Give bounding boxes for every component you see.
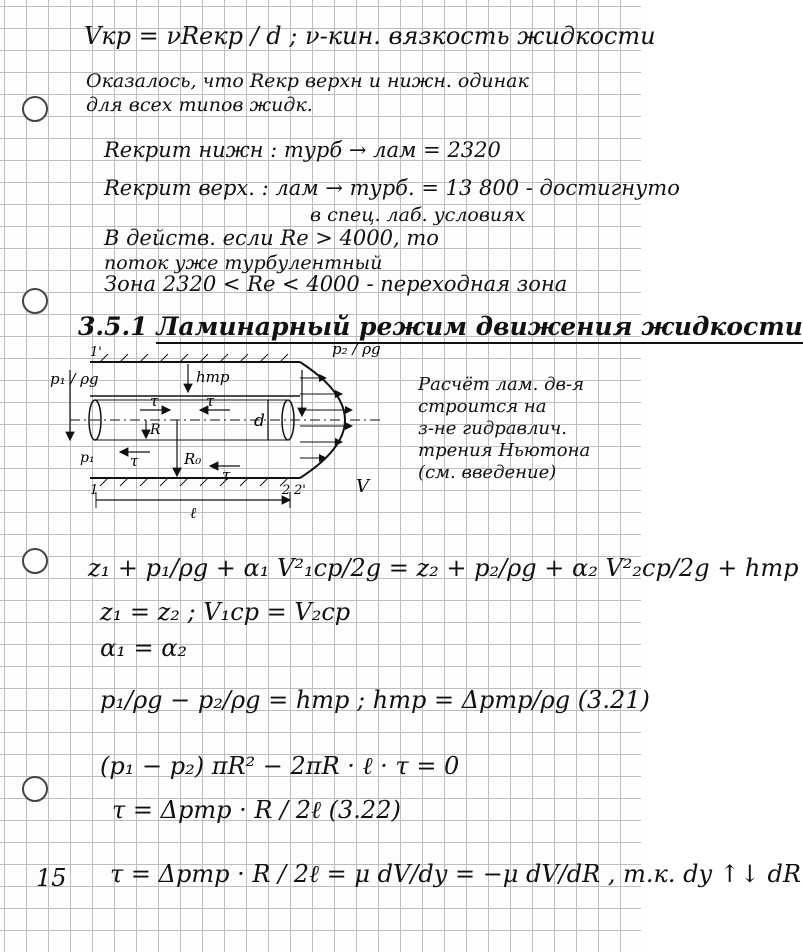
section-title: Ламинарный режим движения жидкости xyxy=(156,312,803,344)
p1-label: p₁ xyxy=(80,450,95,466)
tau-label: τ xyxy=(206,392,215,410)
re-critical-upper: Reкрит верх. : лам → турб. = 13 800 - достигнуто xyxy=(104,176,680,200)
newton-friction-equation: τ = Δpтр · R / 2ℓ = μ dV/dy = −μ dV/dR , т.к. dy ↑↓ dR xyxy=(110,860,801,888)
htr-label: hтр xyxy=(196,368,230,386)
transition-zone-note: Зона 2320 < Re < 4000 - переходная зона xyxy=(104,272,568,296)
side-note-line: трения Ньютона xyxy=(418,440,591,461)
side-note-line: строится на xyxy=(418,396,547,417)
binder-hole xyxy=(22,548,48,574)
binder-hole xyxy=(22,776,48,802)
tau-label: τ xyxy=(222,466,231,484)
binder-hole xyxy=(22,96,48,122)
equation-3-22: τ = Δpтр · R / 2ℓ (3.22) xyxy=(112,796,401,824)
r0-label: R₀ xyxy=(184,450,202,468)
laminar-flow-diagram xyxy=(50,340,410,524)
side-note-line: Расчёт лам. дв-я xyxy=(418,374,585,395)
section-number: 3.5.1 xyxy=(78,312,148,341)
section-1-label: 1 xyxy=(90,483,99,498)
note-line: для всех типов жидк. xyxy=(86,94,313,116)
p1-over-rhog-label: p₁ / ρg xyxy=(50,370,99,388)
velocity-label: V xyxy=(356,476,369,497)
tau-label: τ xyxy=(130,452,139,470)
side-note-line: з-не гидравлич. xyxy=(418,418,567,439)
critical-velocity-formula: Vкр = νRекр / d ; ν-кин. вязкость жидкости xyxy=(84,22,656,50)
section-2-prime-label: 2' xyxy=(294,483,306,498)
diameter-label: d xyxy=(254,411,265,431)
equation-line: α₁ = α₂ xyxy=(100,634,188,662)
force-balance-equation: (p₁ − p₂) πR² − 2πR · ℓ · τ = 0 xyxy=(100,752,460,780)
equation-3-21: p₁/ρg − p₂/ρg = hтр ; hтр = Δpтр/ρg (3.21) xyxy=(100,686,650,714)
length-label: ℓ xyxy=(190,504,197,522)
equation-line: z₁ = z₂ ; V₁ср = V₂ср xyxy=(100,598,351,626)
note-line: Оказалось, что Reкр верхн и нижн. одинак xyxy=(86,70,529,92)
note-line: В действ. если Re > 4000, то xyxy=(104,226,439,250)
side-note-line: (см. введение) xyxy=(418,462,557,483)
p2-over-rhog-label: p₂ / ρg xyxy=(332,340,381,358)
page-number: 15 xyxy=(36,864,67,892)
note-line: поток уже турбулентный xyxy=(104,252,383,274)
side-note xyxy=(418,374,590,484)
tau-label: τ xyxy=(150,392,159,410)
section-1-prime-label: 1' xyxy=(90,345,102,360)
re-critical-lower: Reкрит нижн : турб → лам = 2320 xyxy=(104,138,501,162)
bernoulli-equation: z₁ + p₁/ρg + α₁ V²₁ср/2g = z₂ + p₂/ρg + α₂ V²₂ср/2g + hтр xyxy=(88,554,799,582)
section-heading xyxy=(78,312,803,341)
note-line: в спец. лаб. условиях xyxy=(310,204,526,226)
section-2-label: 2 xyxy=(282,483,291,498)
r-label: R xyxy=(150,422,161,438)
binder-hole xyxy=(22,288,48,314)
